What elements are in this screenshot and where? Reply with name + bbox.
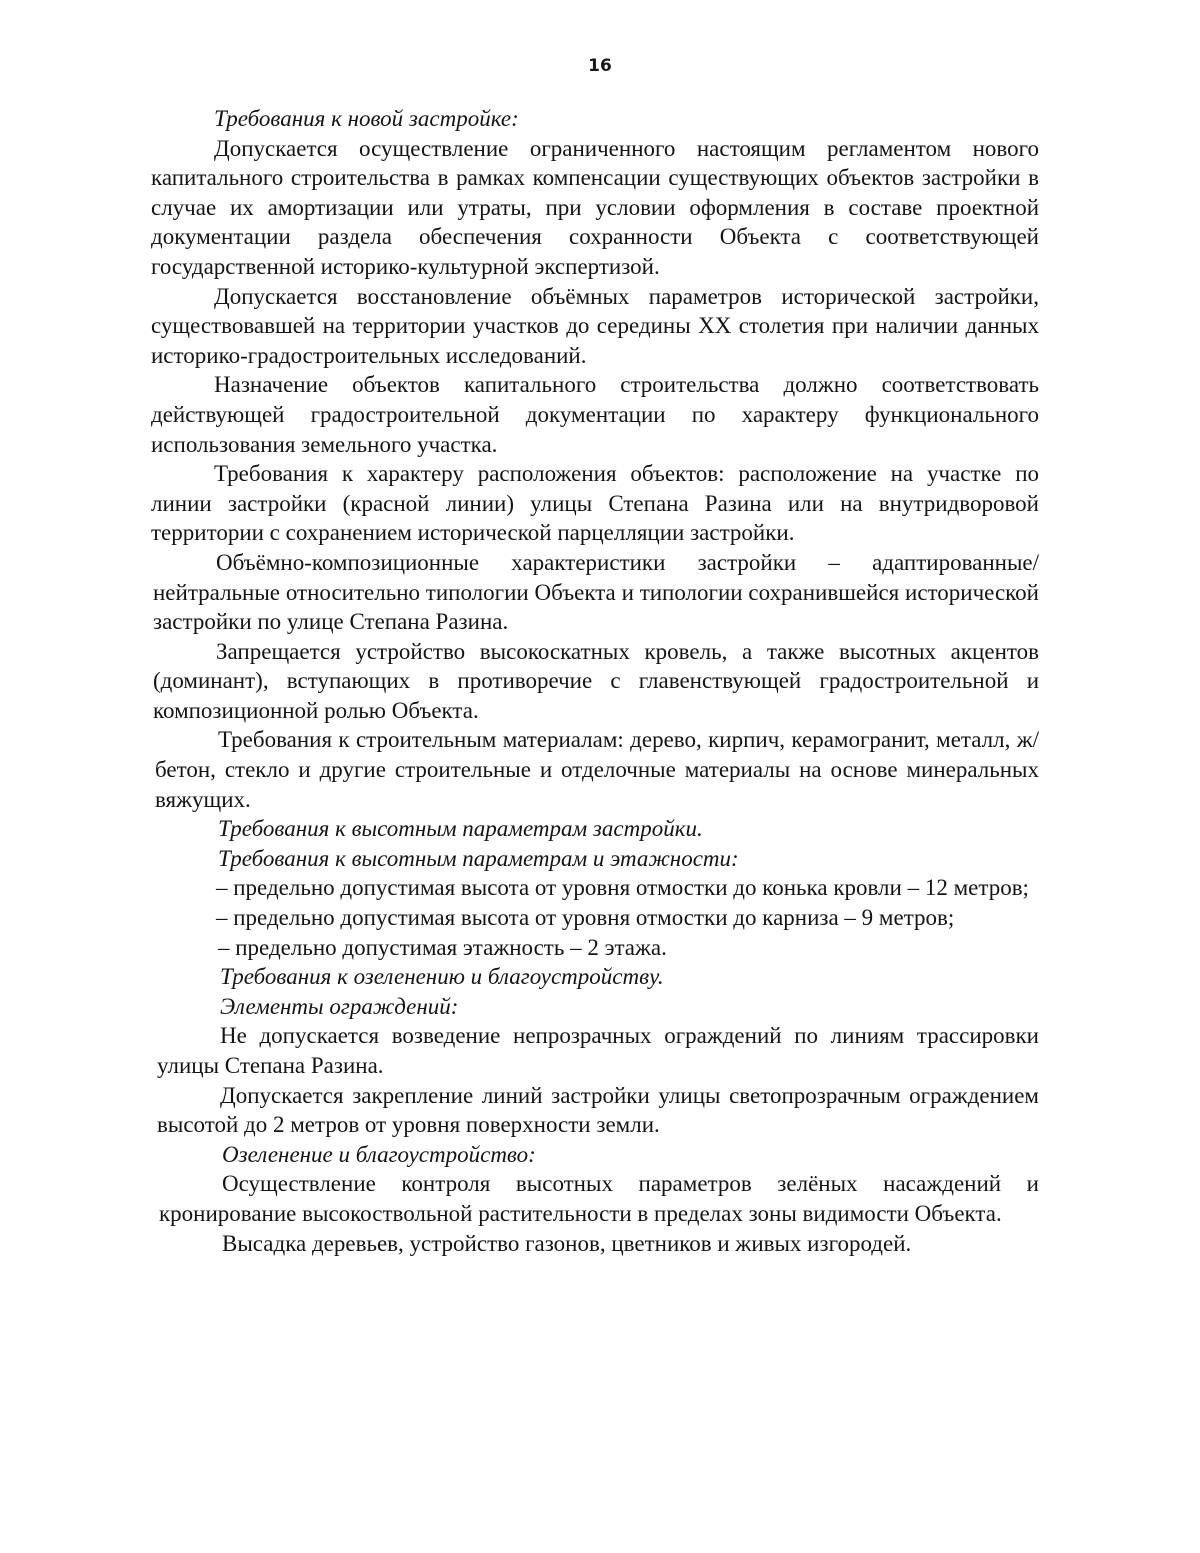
paragraph-prohibited-roofs: Запрещается устройство высокоскатных кровель, а также высотных акцентов (доминант), вступающих в противоречие с главенствующей градостроительной и композиционной ролью Объекта. [153, 638, 1039, 723]
page-number: 16 [588, 56, 612, 76]
paragraph-volume-composition: Объёмно-композиционные характеристики застройки – адаптированные/ нейтральные относительно типологии Объекта и типологии сохранившейся исторической застройки по улице Степана Разина. [153, 549, 1039, 635]
paragraph-construction-allowed: Допускается осуществление ограниченного настоящим регламентом нового капитального строительства в рамках компенсации существующих объектов застройки в случае их амортизации или утраты, при условии оформления в составе проектной документации раздела обеспечения сохранности Объекта с соответствующей государственной историко-культурной экспертизой. [151, 135, 1039, 279]
paragraph-purpose: Назначение объектов капитального строительства должно соответствовать действующей градостроительной документации по характеру функционального использования земельного участка. [151, 372, 1039, 457]
heading-height-parameters: Требования к высотным параметрам застройки. [218, 816, 703, 842]
heading-landscaping: Требования к озеленению и благоустройству. [220, 964, 664, 990]
paragraph-planting: Высадка деревьев, устройство газонов, цветников и живых изгородей. [222, 1230, 912, 1256]
paragraph-transparent-fence: Допускается закрепление линий застройки улицы светопрозрачным ограждением высотой до 2 метров от уровня поверхности земли. [157, 1082, 1039, 1138]
document-body [151, 104, 1039, 1258]
list-item-eaves-height: – предельно допустимая высота от уровня отмостки до карниза – 9 метров; [216, 905, 955, 931]
heading-new-construction: Требования к новой застройке: [214, 106, 519, 131]
list-item-ridge-height: – предельно допустимая высота от уровня отмостки до конька кровли – 12 метров; [216, 875, 1029, 901]
heading-fencing: Элементы ограждений: [220, 993, 459, 1019]
paragraph-materials: Требования к строительным материалам: дерево, кирпич, керамогранит, металл, ж/бетон, стекло и другие строительные и отделочные материалы на основе минеральных вяжущих. [155, 727, 1039, 812]
heading-height-and-floors: Требования к высотным параметрам и этажности: [218, 845, 739, 871]
heading-greening: Озеленение и благоустройство: [222, 1141, 536, 1167]
paragraph-no-opaque-fences: Не допускается возведение непрозрачных ограждений по линиям трассировки улицы Степана Разина. [157, 1023, 1039, 1078]
paragraph-placement: Требования к характеру расположения объектов: расположение на участке по линии застройки (красной линии) улицы Степана Разина или на внутридворовой территории с сохранением исторической парцелляции застройки. [151, 461, 1039, 546]
paragraph-restoration-allowed: Допускается восстановление объёмных параметров исторической застройки, существовавшей на территории участков до середины XX столетия при наличии данных историко-градостроительных исследований. [151, 283, 1039, 368]
list-item-floors: – предельно допустимая этажность – 2 этажа. [218, 934, 667, 960]
paragraph-height-control: Осуществление контроля высотных параметров зелёных насаждений и кронирование высокоствольной растительности в пределах зоны видимости Объекта. [159, 1171, 1039, 1226]
